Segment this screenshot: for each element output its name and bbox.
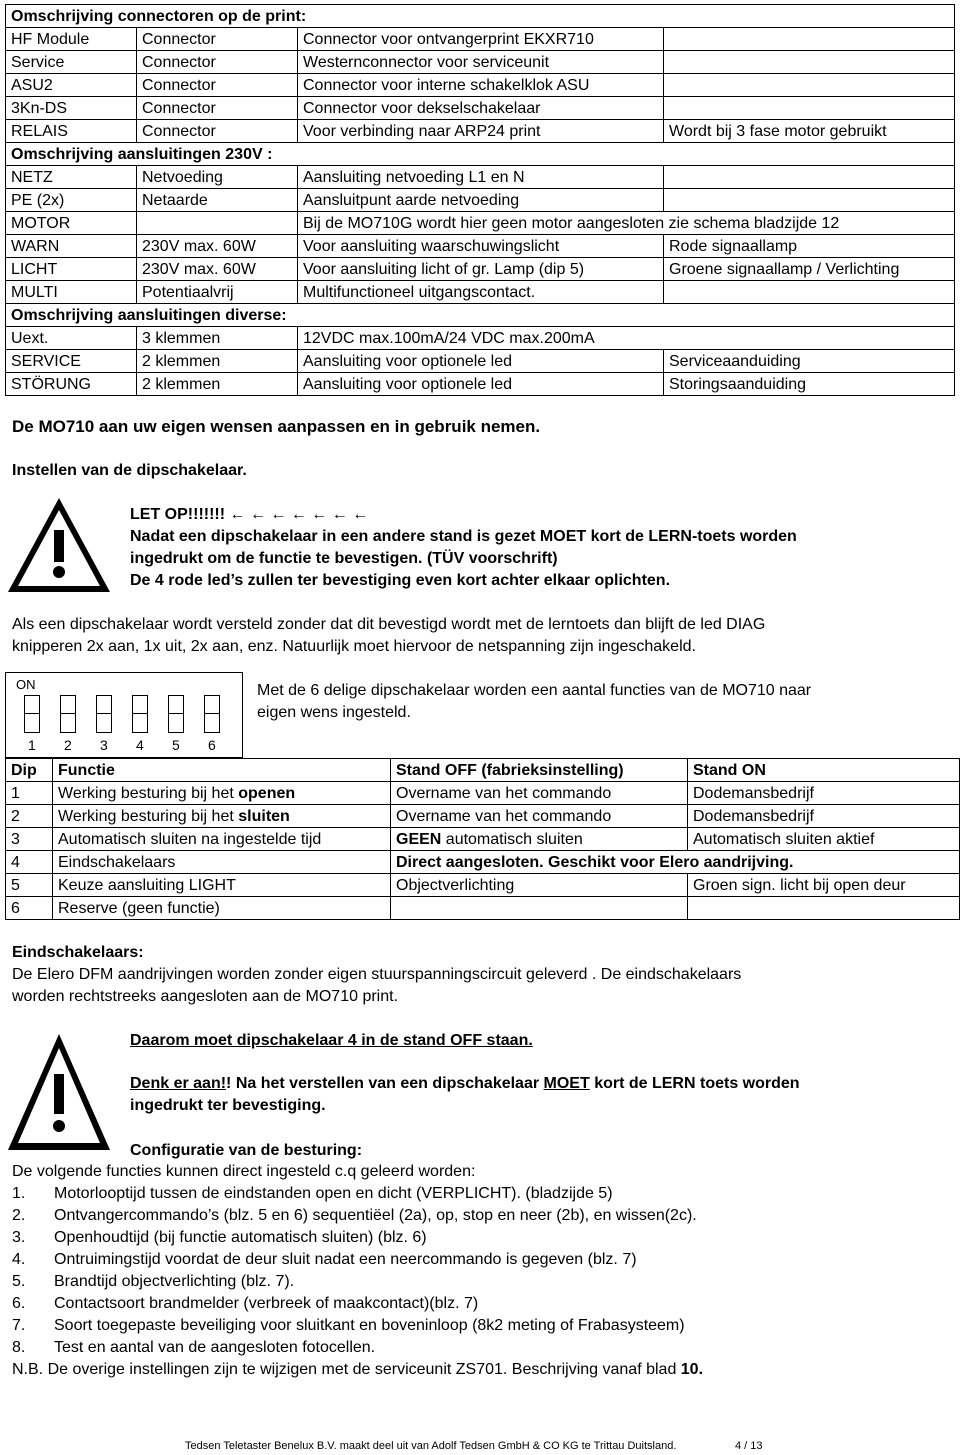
column-header: Stand OFF (fabrieksinstelling) [391, 759, 688, 782]
cell: MOTOR [6, 212, 137, 235]
cell-strong: GEEN [396, 830, 442, 848]
cell: Aansluitpunt aarde netvoeding [298, 189, 664, 212]
paragraph-line: worden rechtstreeks aangesloten aan de MO710 print. [12, 988, 399, 1005]
cell: Bij de MO710G wordt hier geen motor aangesloten zie schema bladzijde 12 [298, 212, 955, 235]
cell [664, 97, 955, 120]
cell: NETZ [6, 166, 137, 189]
table-row [6, 212, 955, 235]
dip-switch-5 [168, 695, 184, 733]
list-number: 8. [12, 1339, 26, 1356]
cell: Automatisch sluiten na ingestelde tijd [53, 828, 391, 851]
warning-text [130, 504, 797, 592]
table-header-row [6, 759, 960, 782]
list-text: Test en aantal van de aangesloten fotocellen. [54, 1339, 376, 1356]
warning2-part: ! Na het verstellen van een dipschakelaar [226, 1075, 544, 1092]
cell-strong: sluiten [238, 807, 290, 825]
cell [664, 51, 955, 74]
cell: 2 klemmen [137, 373, 298, 396]
table-row [6, 805, 960, 828]
cell: Voor verbinding naar ARP24 print [298, 120, 664, 143]
list-number: 5. [12, 1273, 26, 1290]
list-text: Ontvangercommando’s (blz. 5 en 6) sequentiëel (2a), op, stop en neer (2b), en wissen(2c). [54, 1207, 697, 1224]
cell-text: Werking besturing bij het [58, 784, 239, 802]
cell: SERVICE [6, 350, 137, 373]
cell: 4 [6, 851, 53, 874]
list-number: 3. [12, 1229, 26, 1246]
cell: WARN [6, 235, 137, 258]
connector-heading: Omschrijving connectoren op de print: [6, 5, 955, 28]
cell: 2 klemmen [137, 350, 298, 373]
dip-on-label: ON [16, 677, 36, 692]
list-item [12, 1293, 478, 1315]
dip-number: 5 [172, 737, 180, 753]
page-number: 4 / 13 [735, 1440, 763, 1452]
list-number: 6. [12, 1295, 26, 1312]
list-item [12, 1271, 294, 1293]
dip-switch-1 [24, 695, 40, 733]
cell [391, 897, 688, 920]
dip-switch-diagram [5, 672, 243, 758]
cell [391, 828, 688, 851]
cell [53, 805, 391, 828]
power-heading: Omschrijving aansluitingen 230V : [6, 143, 955, 166]
list-text: Ontruimingstijd voordat de deur sluit nadat een neercommando is gegeven (blz. 7) [54, 1251, 637, 1268]
warning-line: ingedrukt om de functie te bevestigen. (TÜV voorschrift) [130, 550, 558, 567]
cell: Direct aangesloten. Geschikt voor Elero aandrijving. [391, 851, 960, 874]
cell: Potentiaalvrij [137, 281, 298, 304]
warning-line: Nadat een dipschakelaar in een andere stand is gezet MOET kort de LERN-toets worden [130, 528, 797, 545]
footer-text: Tedsen Teletaster Benelux B.V. maakt deel uit van Adolf Tedsen GmbH & CO KG te Trittau Duitsland. [185, 1440, 677, 1452]
cell: MULTI [6, 281, 137, 304]
warning2-denk: Denk er aan! [130, 1075, 227, 1092]
cell [137, 212, 298, 235]
warning2-line1: Daarom moet dipschakelaar 4 in de stand OFF staan. [130, 1032, 533, 1049]
cell: Aansluiting voor optionele led [298, 373, 664, 396]
cell [53, 782, 391, 805]
section-title: De MO710 aan uw eigen wensen aanpassen en in gebruik nemen. [12, 417, 541, 436]
warning-triangle-icon [4, 1030, 114, 1154]
cell-text: Werking besturing bij het [58, 807, 239, 825]
cell: Service [6, 51, 137, 74]
table-row [6, 235, 955, 258]
list-item [12, 1183, 613, 1205]
table-row [6, 327, 955, 350]
table-row [6, 258, 955, 281]
warning2-moet: MOET [543, 1075, 590, 1092]
cell [688, 897, 960, 920]
cell: 230V max. 60W [137, 258, 298, 281]
dip-title: Instellen van de dipschakelaar. [12, 462, 247, 479]
cell-strong: openen [238, 784, 296, 802]
table-row [6, 120, 955, 143]
dip-function-table [5, 758, 960, 920]
warning2-part: kort de LERN toets worden [589, 1075, 800, 1092]
config-heading: Configuratie van de besturing: [130, 1142, 363, 1159]
table-row [6, 897, 960, 920]
cell [664, 281, 955, 304]
nb-note [12, 1359, 703, 1381]
paragraph-line: knipperen 2x aan, 1x uit, 2x aan, enz. Natuurlijk moet hiervoor de netspanning zijn ingeschakeld. [12, 638, 696, 655]
list-text: Soort toegepaste beveiliging voor sluitkant en boveninloop (8k2 meting of Frabasysteem) [54, 1317, 685, 1334]
list-number: 2. [12, 1207, 26, 1224]
cell: Connector [137, 120, 298, 143]
list-number: 7. [12, 1317, 26, 1334]
list-text: Motorlooptijd tussen de eindstanden open en dicht (VERPLICHT). (bladzijde 5) [54, 1185, 613, 1202]
cell: Groen sign. licht bij open deur [688, 874, 960, 897]
cell: Overname van het commando [391, 782, 688, 805]
list-number: 4. [12, 1251, 26, 1268]
list-item [12, 1249, 637, 1271]
dip-switch-2 [60, 695, 76, 733]
endswitch-heading: Eindschakelaars: [12, 944, 144, 961]
list-text: Brandtijd objectverlichting (blz. 7). [54, 1273, 295, 1290]
cell [664, 74, 955, 97]
list-number: 1. [12, 1185, 26, 1202]
cell: 12VDC max.100mA/24 VDC max.200mA [298, 327, 955, 350]
cell: Multifunctioneel uitgangscontact. [298, 281, 664, 304]
list-item [12, 1227, 427, 1249]
list-text: Contactsoort brandmelder (verbreek of maakcontact)(blz. 7) [54, 1295, 479, 1312]
dip-number: 2 [64, 737, 72, 753]
endswitch-text [12, 964, 741, 1008]
paragraph-line: eigen wens ingesteld. [257, 704, 411, 721]
cell: Eindschakelaars [53, 851, 391, 874]
warning-line: De 4 rode led’s zullen ter bevestiging even kort achter elkaar oplichten. [130, 572, 671, 589]
table-row [6, 189, 955, 212]
config-intro: De volgende functies kunnen direct ingesteld c.q geleerd worden: [12, 1163, 476, 1180]
list-item [12, 1337, 375, 1359]
cell: PE (2x) [6, 189, 137, 212]
paragraph-line: Als een dipschakelaar wordt versteld zonder dat dit bevestigd wordt met de lerntoets dan blijft de led DIAG [12, 616, 766, 633]
cell: Voor aansluiting waarschuwingslicht [298, 235, 664, 258]
cell: RELAIS [6, 120, 137, 143]
paragraph-dip-info [12, 614, 765, 658]
table-row [6, 782, 960, 805]
cell: Connector [137, 28, 298, 51]
cell: Wordt bij 3 fase motor gebruikt [664, 120, 955, 143]
list-item [12, 1205, 697, 1227]
cell: Overname van het commando [391, 805, 688, 828]
cell: Keuze aansluiting LIGHT [53, 874, 391, 897]
cell: Dodemansbedrijf [688, 805, 960, 828]
dip-switch-6 [204, 695, 220, 733]
cell: 5 [6, 874, 53, 897]
nb-bold: 10. [680, 1361, 704, 1378]
cell [664, 166, 955, 189]
list-item [12, 1315, 685, 1337]
column-header: Dip [6, 759, 53, 782]
cell: ASU2 [6, 74, 137, 97]
cell: 6 [6, 897, 53, 920]
table-row [6, 51, 955, 74]
cell: Rode signaallamp [664, 235, 955, 258]
cell: Storingsaanduiding [664, 373, 955, 396]
cell: Uext. [6, 327, 137, 350]
cell: Objectverlichting [391, 874, 688, 897]
cell: Automatisch sluiten aktief [688, 828, 960, 851]
cell [664, 189, 955, 212]
cell: 230V max. 60W [137, 235, 298, 258]
table-row [6, 281, 955, 304]
cell: 3 klemmen [137, 327, 298, 350]
dip-number: 1 [28, 737, 36, 753]
cell: Netvoeding [137, 166, 298, 189]
paragraph-line: De Elero DFM aandrijvingen worden zonder eigen stuurspanningscircuit geleverd . De eindschakelaars [12, 966, 742, 983]
misc-heading: Omschrijving aansluitingen diverse: [6, 304, 955, 327]
cell: Voor aansluiting licht of gr. Lamp (dip 5) [298, 258, 664, 281]
cell: 2 [6, 805, 53, 828]
cell: Dodemansbedrijf [688, 782, 960, 805]
cell: 3 [6, 828, 53, 851]
cell: Connector voor ontvangerprint EKXR710 [298, 28, 664, 51]
cell: Connector [137, 51, 298, 74]
column-header: Functie [53, 759, 391, 782]
cell: Aansluiting voor optionele led [298, 350, 664, 373]
list-text: Openhoudtijd (bij functie automatisch sluiten) (blz. 6) [54, 1229, 427, 1246]
cell: Westernconnector voor serviceunit [298, 51, 664, 74]
table-row [6, 28, 955, 51]
cell [664, 28, 955, 51]
paragraph-line: Met de 6 delige dipschakelaar worden een aantal functies van de MO710 naar [257, 682, 812, 699]
warning-triangle-icon [4, 494, 114, 596]
cell: Connector [137, 97, 298, 120]
cell: Connector voor interne schakelklok ASU [298, 74, 664, 97]
cell: HF Module [6, 28, 137, 51]
warning2-line3: ingedrukt ter bevestiging. [130, 1097, 326, 1114]
nb-text: N.B. De overige instellingen zijn te wijzigen met de serviceunit ZS701. Beschrijving vanaf blad [12, 1361, 681, 1378]
cell: 3Kn-DS [6, 97, 137, 120]
cell: STÖRUNG [6, 373, 137, 396]
cell: Reserve (geen functie) [53, 897, 391, 920]
table-row [6, 373, 955, 396]
cell: 1 [6, 782, 53, 805]
cell: Connector voor dekselschakelaar [298, 97, 664, 120]
cell: Groene signaallamp / Verlichting [664, 258, 955, 281]
dip-switch-4 [132, 695, 148, 733]
table-row [6, 350, 955, 373]
warning2-text [130, 1073, 800, 1117]
table-row [6, 166, 955, 189]
cell: Serviceaanduiding [664, 350, 955, 373]
table-row [6, 851, 960, 874]
table-row [6, 874, 960, 897]
cell: Aansluiting netvoeding L1 en N [298, 166, 664, 189]
dip-switch-3 [96, 695, 112, 733]
dip-number: 6 [208, 737, 216, 753]
table-row [6, 828, 960, 851]
cell: LICHT [6, 258, 137, 281]
connector-table [5, 4, 955, 396]
warning-line: LET OP!!!!!!! ← ← ← ← ← ← ← [130, 506, 369, 523]
cell-text: automatisch sluiten [441, 830, 583, 848]
cell: Netaarde [137, 189, 298, 212]
cell: Connector [137, 74, 298, 97]
column-header: Stand ON [688, 759, 960, 782]
table-row [6, 74, 955, 97]
dip-number: 3 [100, 737, 108, 753]
dip-description [257, 680, 811, 724]
table-row [6, 97, 955, 120]
dip-number: 4 [136, 737, 144, 753]
